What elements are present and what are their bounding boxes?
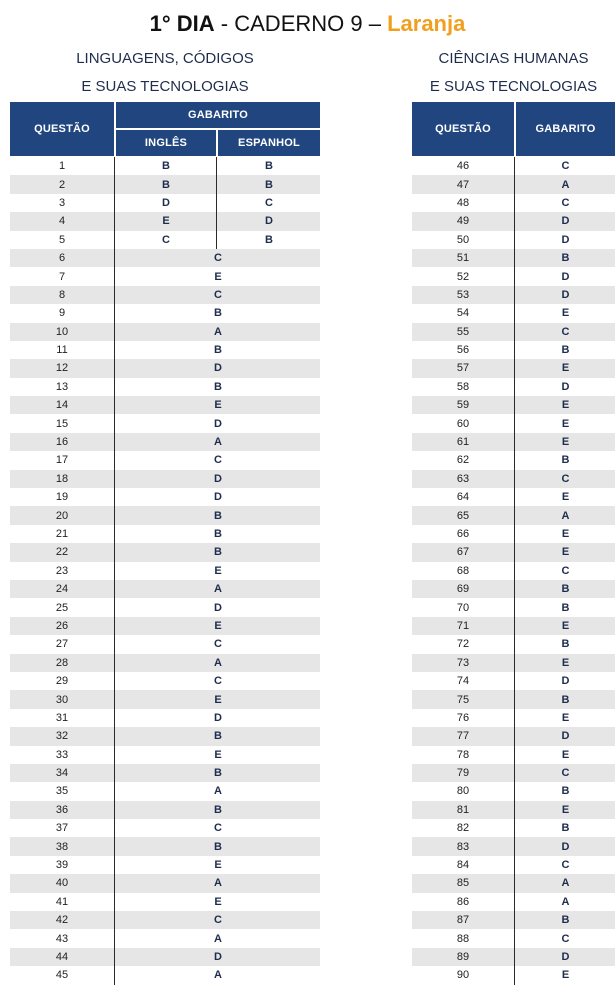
question-number: 43	[55, 932, 69, 945]
answer: A	[214, 785, 222, 798]
left-sub-english: INGLÊS	[144, 137, 188, 149]
answer-spanish: C	[265, 196, 273, 209]
answer: B	[561, 583, 570, 596]
answer: C	[561, 472, 570, 485]
question-number: 86	[456, 895, 470, 908]
question-number: 45	[55, 969, 69, 982]
table-row	[10, 341, 320, 359]
answer: B	[214, 380, 222, 393]
answer: A	[214, 932, 222, 945]
left-heading-line1: LINGUAGENS, CÓDIGOS	[76, 50, 254, 67]
answer: C	[214, 675, 222, 688]
answer: A	[214, 325, 222, 338]
question-number: 80	[456, 785, 470, 798]
question-number: 90	[456, 969, 470, 982]
title-separator-2: –	[362, 11, 388, 36]
answer: E	[561, 528, 570, 540]
answer: E	[214, 399, 222, 412]
answer: C	[561, 160, 570, 173]
question-number: 24	[55, 583, 69, 596]
question-number: 8	[58, 288, 66, 301]
question-number: 44	[55, 950, 69, 963]
answer: C	[214, 914, 222, 927]
answer-spanish: D	[265, 215, 273, 228]
question-number: 3	[58, 196, 66, 209]
question-number: 33	[55, 748, 69, 761]
table-row	[10, 690, 320, 708]
question-number: 27	[55, 638, 69, 651]
table-row	[10, 856, 320, 874]
answer: D	[214, 417, 222, 430]
answer: B	[214, 840, 222, 853]
question-number: 31	[55, 711, 69, 724]
table-row	[10, 598, 320, 616]
question-number: 84	[456, 859, 470, 872]
table-row	[10, 488, 320, 506]
question-number: 34	[55, 767, 69, 780]
table-row	[10, 672, 320, 690]
answer: E	[561, 399, 570, 412]
title-day: 1° DIA	[149, 11, 215, 36]
question-number: 16	[55, 436, 69, 449]
answer: E	[561, 491, 570, 504]
table-row	[10, 819, 320, 837]
table-row	[10, 433, 320, 451]
answer: D	[214, 362, 222, 375]
table-row	[10, 893, 320, 911]
answer: C	[561, 859, 570, 872]
table-row	[10, 470, 320, 488]
answer: B	[214, 803, 222, 816]
question-number: 13	[55, 380, 69, 393]
table-row	[10, 929, 320, 947]
answer-english: E	[162, 215, 170, 228]
left-col-question: QUESTÃO	[34, 123, 90, 135]
left-table-body	[10, 157, 320, 985]
question-number: 69	[456, 583, 470, 596]
question-number: 77	[456, 730, 470, 743]
question-number: 89	[456, 950, 470, 963]
answer: E	[561, 969, 570, 982]
question-number: 25	[55, 601, 69, 614]
answer: B	[561, 822, 570, 835]
left-col-answer: GABARITO	[187, 109, 249, 121]
table-row	[10, 764, 320, 782]
question-number: 61	[456, 436, 470, 449]
answer: C	[214, 454, 222, 467]
question-number: 71	[456, 619, 470, 632]
table-row	[10, 212, 320, 230]
answer: E	[561, 362, 570, 375]
question-number: 29	[55, 675, 69, 688]
question-number: 10	[55, 325, 69, 338]
answer-spanish: B	[265, 160, 273, 173]
answer: C	[214, 288, 222, 301]
question-number: 28	[55, 656, 69, 669]
title-color-name: Laranja	[387, 11, 466, 36]
question-number: 14	[55, 399, 69, 412]
question-number: 1	[58, 160, 66, 173]
table-row	[10, 231, 320, 249]
answer: B	[214, 509, 222, 522]
question-number: 42	[55, 914, 69, 927]
answer: D	[214, 472, 222, 485]
question-number: 79	[456, 767, 470, 780]
question-number: 64	[456, 491, 470, 504]
title-caderno: CADERNO 9	[234, 11, 363, 36]
question-number: 48	[456, 196, 470, 209]
table-row	[10, 525, 320, 543]
answer: E	[561, 748, 570, 761]
answer: D	[561, 233, 570, 246]
answer: E	[214, 270, 222, 283]
right-section-heading	[412, 45, 615, 101]
table-row	[10, 746, 320, 764]
answer: D	[214, 950, 222, 963]
question-number: 4	[58, 215, 66, 228]
answer: B	[561, 344, 570, 357]
answer: E	[561, 417, 570, 430]
answer-english: C	[162, 233, 170, 246]
right-col-answer: GABARITO	[535, 123, 596, 135]
answer: E	[561, 546, 570, 559]
question-number: 40	[55, 877, 69, 890]
table-row	[10, 543, 320, 561]
question-number: 72	[456, 638, 470, 651]
answer: E	[214, 859, 222, 872]
table-row	[10, 249, 320, 267]
table-row	[10, 837, 320, 855]
question-number: 6	[58, 252, 66, 265]
answer: E	[214, 564, 222, 577]
question-number: 7	[58, 270, 66, 283]
question-number: 38	[55, 840, 69, 853]
answer: B	[561, 601, 570, 614]
question-number: 87	[456, 914, 470, 927]
question-number: 26	[55, 619, 69, 632]
answer: D	[214, 711, 222, 724]
answer: C	[561, 767, 570, 780]
right-heading-line2: E SUAS TECNOLOGIAS	[429, 78, 598, 95]
answer: E	[214, 748, 222, 761]
question-number: 21	[55, 528, 69, 540]
table-row	[10, 948, 320, 966]
answer: C	[214, 822, 222, 835]
answer: C	[561, 932, 570, 945]
answer: A	[561, 178, 570, 191]
question-number: 52	[456, 270, 470, 283]
answer: A	[214, 877, 222, 890]
question-number: 62	[456, 454, 470, 467]
table-row	[10, 506, 320, 524]
question-number: 41	[55, 895, 69, 908]
question-number: 76	[456, 711, 470, 724]
answer: B	[561, 693, 570, 706]
question-number: 11	[56, 344, 68, 357]
table-row	[10, 727, 320, 745]
answer: E	[214, 895, 222, 908]
question-number: 83	[456, 840, 470, 853]
question-number: 47	[456, 178, 470, 191]
table-row	[10, 414, 320, 432]
question-number: 23	[55, 564, 69, 577]
answer: C	[561, 196, 570, 209]
question-number: 5	[58, 233, 66, 246]
answer: B	[214, 344, 222, 357]
right-table-body	[412, 157, 615, 985]
question-number: 46	[456, 160, 470, 173]
question-number: 50	[456, 233, 470, 246]
answer: A	[561, 877, 570, 890]
page-title	[0, 10, 615, 38]
table-row	[10, 267, 320, 285]
question-number: 49	[456, 215, 470, 228]
question-number: 20	[55, 509, 69, 522]
table-row	[10, 801, 320, 819]
answer: D	[561, 288, 570, 301]
question-number: 60	[456, 417, 470, 430]
answer: A	[214, 656, 222, 669]
question-number: 18	[55, 472, 69, 485]
table-row	[10, 451, 320, 469]
table-row	[10, 782, 320, 800]
answer: A	[214, 583, 222, 596]
question-number: 19	[55, 491, 69, 504]
language-divider	[216, 157, 217, 249]
table-row	[10, 874, 320, 892]
column-divider	[114, 157, 115, 985]
answer: B	[214, 307, 222, 320]
answer-english: B	[162, 160, 170, 173]
question-number: 36	[55, 803, 69, 816]
answer: B	[561, 252, 570, 265]
answer: D	[214, 491, 222, 504]
question-number: 2	[58, 178, 66, 191]
answer: D	[561, 380, 570, 393]
answer: C	[214, 252, 222, 265]
left-section-heading	[10, 45, 320, 101]
question-number: 85	[456, 877, 470, 890]
answer: D	[561, 215, 570, 228]
question-number: 37	[55, 822, 69, 835]
answer: D	[561, 270, 570, 283]
answer-english: D	[162, 196, 170, 209]
question-number: 32	[55, 730, 69, 743]
question-number: 65	[456, 509, 470, 522]
left-table-header	[10, 102, 320, 156]
question-number: 9	[58, 307, 66, 320]
right-table-header	[412, 102, 615, 156]
table-row	[10, 194, 320, 212]
table-row	[10, 286, 320, 304]
answer: B	[561, 454, 570, 467]
table-row	[10, 175, 320, 193]
question-number: 73	[456, 656, 470, 669]
answer-spanish: B	[265, 233, 273, 246]
answer: E	[214, 693, 222, 706]
table-row	[10, 157, 320, 175]
question-number: 17	[55, 454, 69, 467]
column-divider	[514, 157, 515, 985]
right-heading-line1: CIÊNCIAS HUMANAS	[438, 50, 589, 67]
question-number: 75	[456, 693, 470, 706]
question-number: 57	[456, 362, 470, 375]
answer: E	[561, 619, 570, 632]
question-number: 70	[456, 601, 470, 614]
question-number: 39	[55, 859, 69, 872]
answer: E	[561, 803, 570, 816]
table-row	[10, 911, 320, 929]
table-row	[10, 323, 320, 341]
question-number: 53	[456, 288, 470, 301]
question-number: 59	[456, 399, 470, 412]
table-row	[10, 304, 320, 322]
question-number: 88	[456, 932, 470, 945]
answer: E	[214, 619, 222, 632]
question-number: 67	[456, 546, 470, 559]
left-heading-line2: E SUAS TECNOLOGIAS	[81, 78, 249, 95]
answer: A	[214, 969, 222, 982]
answer-english: B	[162, 178, 170, 191]
left-sub-spanish: ESPANHOL	[238, 137, 300, 149]
answer: A	[214, 436, 222, 449]
table-row	[10, 654, 320, 672]
table-row	[10, 562, 320, 580]
question-number: 58	[456, 380, 470, 393]
answer: B	[561, 638, 570, 651]
question-number: 22	[55, 546, 69, 559]
right-col-question: QUESTÃO	[435, 123, 491, 135]
table-row	[10, 617, 320, 635]
answer: D	[561, 840, 570, 853]
answer: C	[561, 325, 570, 338]
question-number: 63	[456, 472, 470, 485]
answer: D	[561, 950, 570, 963]
question-number: 51	[456, 252, 470, 265]
answer: B	[214, 730, 222, 743]
question-number: 35	[55, 785, 69, 798]
question-number: 30	[55, 693, 69, 706]
question-number: 54	[456, 307, 470, 320]
answer: D	[214, 601, 222, 614]
answer: B	[561, 914, 570, 927]
question-number: 68	[456, 564, 470, 577]
table-row	[10, 966, 320, 984]
answer: B	[561, 785, 570, 798]
question-number: 56	[456, 344, 470, 357]
answer: A	[561, 509, 570, 522]
answer: E	[561, 711, 570, 724]
title-separator: -	[214, 11, 235, 36]
table-row	[10, 580, 320, 598]
answer: C	[214, 638, 222, 651]
question-number: 82	[456, 822, 470, 835]
table-row	[10, 396, 320, 414]
answer: B	[214, 767, 222, 780]
question-number: 78	[456, 748, 470, 761]
table-row	[10, 709, 320, 727]
answer: B	[214, 546, 222, 559]
question-number: 81	[456, 803, 470, 816]
answer: D	[561, 675, 570, 688]
table-row	[10, 359, 320, 377]
question-number: 12	[55, 362, 69, 375]
question-number: 66	[456, 528, 470, 540]
answer: B	[214, 528, 222, 540]
question-number: 15	[55, 417, 69, 430]
answer: D	[561, 730, 570, 743]
answer: E	[561, 656, 570, 669]
table-row	[10, 378, 320, 396]
question-number: 74	[456, 675, 470, 688]
answer: E	[561, 436, 570, 449]
table-row	[10, 635, 320, 653]
answer: C	[561, 564, 570, 577]
answer: A	[561, 895, 570, 908]
answer-spanish: B	[265, 178, 273, 191]
answer: E	[561, 307, 570, 320]
question-number: 55	[456, 325, 470, 338]
